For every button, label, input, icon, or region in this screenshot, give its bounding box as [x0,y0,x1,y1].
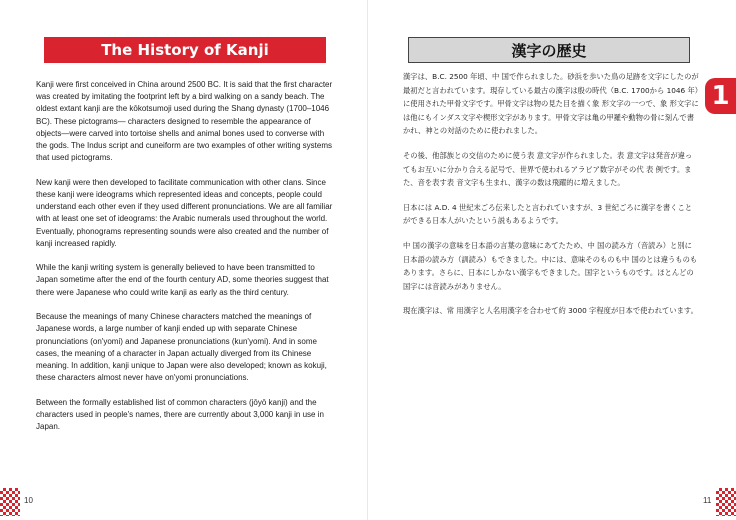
japanese-paragraph-2: その後、他部族との交信のために使う表 意文字が作られました。表 意文字は発音が違ってもお互いに分かり合える記号で、世界で使われるアラビア数字がその代 表 例です。また、音を表す表 音文字も生まれ、漢字の数は飛躍的に増えました。 [403,150,693,188]
chapter-tab: 1 [705,78,736,114]
checker-pattern-left [0,488,20,516]
checker-pattern-right [716,488,736,516]
japanese-paragraph-4: 中 国の漢字の意味を日本語の言葉の意味にあてたため、中 国の読み方（音読み）と別に日本語の読み方（訓読み）もできました。中には、意味そのものも中 国のとは違うものもあります。さらに、日本にしかない漢字もできました。国字というものです。ほとんどの国字には音読みがありません。 [403,240,698,291]
japanese-paragraph-3: 日本には A.D. 4 世紀末ごろ伝来したと言われていますが、3 世紀ごろに漢字を書くことができる日本人がいたという説もあるようです。 [403,202,693,226]
english-title: The History of Kanji [44,37,326,63]
english-paragraph-4: Because the meanings of many Chinese characters matched the meanings of Japanese words, a large number of kanji ended up with separate Chinese pronunciations (on'yomi) and Japanese pronunciations (kun'yomi). And in some cases, the meaning of a character in Japan actually diverged from its Chinese meaning. In addition, kanji unique to Japan were also developed; known as kokuji, these characters almost never have on'yomi pronunciations. [36,312,327,383]
japanese-paragraph-5: 現在漢字は、常 用漢字と人名用漢字を合わせて約 3000 字程度が日本で使われています。 [403,306,698,316]
page-gutter [367,0,368,520]
japanese-body [403,70,699,329]
english-paragraph-5: Between the formally established list of common characters (jōyō kanji) and the characters used in people's names, there are currently about 3,000 kanji in use in Japan. [36,397,324,432]
page-number-left: 10 [24,496,33,505]
english-paragraph-1: Kanji were first conceived in China around 2500 BC. It is said that the first character was created by imitating the footprint left by a bird walking on a sandy beach. The oldest extant kanji are the kōkotsumoji used during the Shang dynasty (1700–1046 BC). These pictograms— characters designed to resemble the appearance of objects—were carved into tortoise shells and animal bones used to converse with the gods. The Indus script and cuneiform are two examples of other writing systems that used pictograms. [36,80,333,163]
japanese-title: 漢字の歴史 [408,37,690,63]
page-number-right: 11 [703,496,712,505]
english-body [36,79,336,446]
japanese-paragraph-1: 漢字は、B.C. 2500 年頃、中 国で作られました。砂浜を歩いた鳥の足跡を文字にしたのが最初だと言われています。現存している最古の漢字は殷の時代（B.C. 1700から 1046 年）に使用された甲骨文字です。甲骨文字は物の見た目を描く象 形文字の一つで、象 形文字には他にもインダス文字や楔形文字があります。甲骨文字は亀の甲羅や動物の骨に刻んで書かれ、神との対話のために使われました。 [403,72,699,136]
english-paragraph-2: New kanji were then developed to facilitate communication with other clans. Since these kanji were ideograms which represented ideas and concepts, people could understand each other even if they used different pronunciations. We are all familiar with at least one set of ideograms: the Arabic numerals used throughout the world. Eventually, phonograms representing sounds were also created and the number of kanji increased rapidly. [36,177,333,248]
english-paragraph-3: While the kanji writing system is generally believed to have been transmitted to Japan sometime after the end of the fourth century AD, some theories suggest that there were Japanese who could write kanji as early as the third century. [36,263,329,297]
